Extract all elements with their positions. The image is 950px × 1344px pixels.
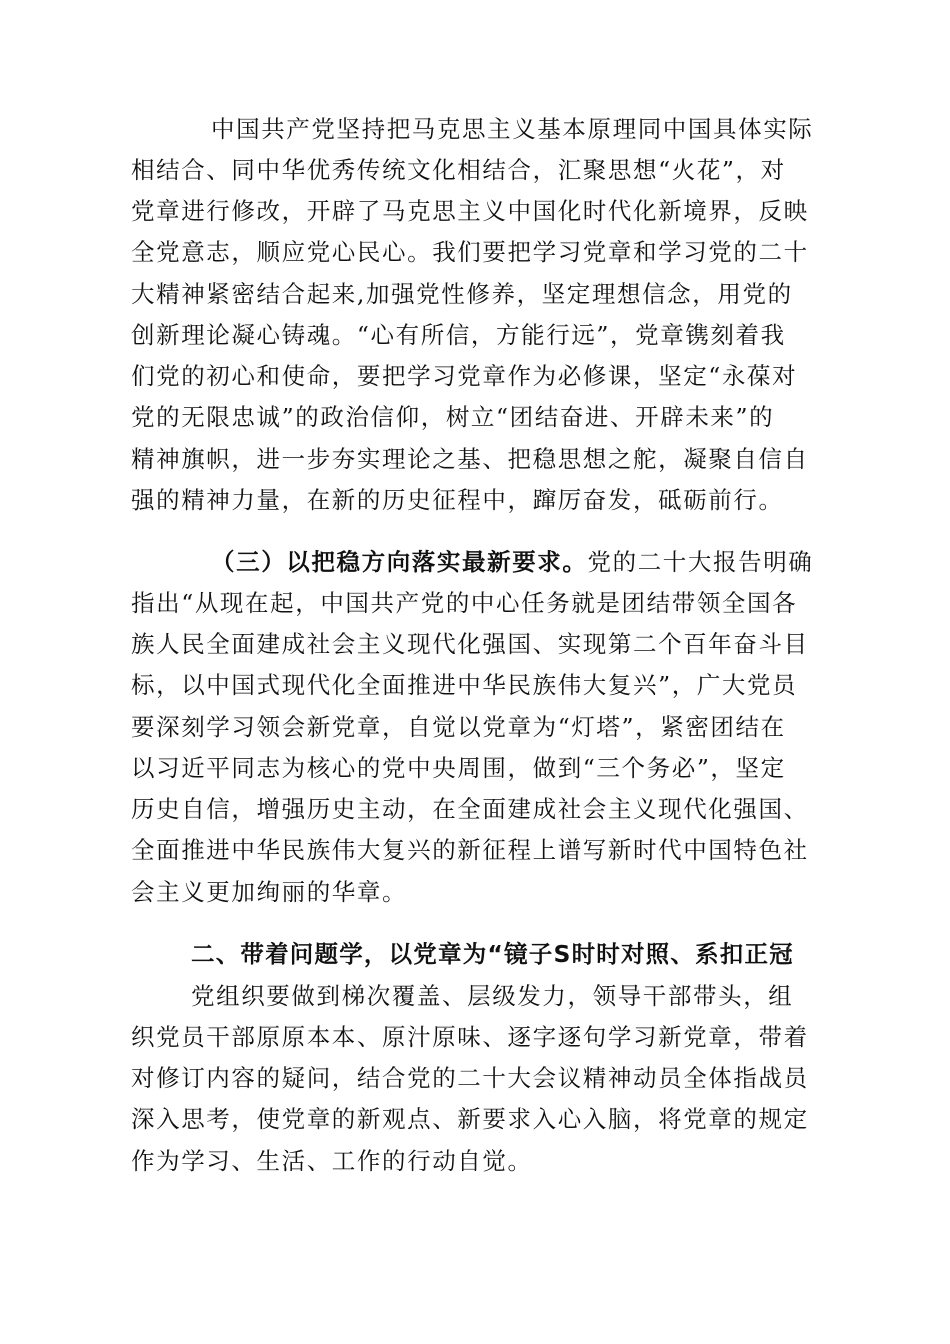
paragraph-1-line-7: 们党的初心和使命，要把学习党章作为必修课，坚定“永葆对 — [131, 362, 798, 390]
paragraph-1-line-1: 中国共产党坚持把马克思主义基本原理同中国具体实际 — [211, 115, 814, 143]
paragraph-2-line-5: 要深刻学习领会新党章，自觉以党章为“灯塔”，紧密团结在 — [131, 713, 786, 741]
paragraph-3-line-3: 对修订内容的疑问，结合党的二十大会议精神动员全体指战员 — [131, 1064, 809, 1092]
paragraph-1-line-5: 大精神紧密结合起来,加强党性修养，坚定理想信念，用党的 — [131, 280, 793, 308]
paragraph-1-line-9: 精神旗帜，进一步夯实理论之基、把稳思想之舵，凝聚自信自 — [131, 445, 809, 473]
paragraph-2-line-4: 标，以中国式现代化全面推进中华民族伟大复兴”，广大党员 — [131, 671, 798, 699]
paragraph-2-bold-lead: （三）以把稳方向落实最新要求。 — [211, 548, 588, 576]
document-body — [131, 0, 823, 1344]
paragraph-1-line-3: 党章进行修改，开辟了马克思主义中国化时代化新境界，反映 — [131, 197, 809, 225]
paragraph-3-line-1: 党组织要做到梯次覆盖、层级发力，领导干部带头，组 — [191, 982, 794, 1010]
paragraph-1-line-8: 党的无限忠诚”的政治信仰，树立“团结奋进、开辟未来”的 — [131, 403, 775, 431]
paragraph-1-line-4: 全党意志，顺应党心民心。我们要把学习党章和学习党的二十 — [131, 238, 809, 266]
paragraph-3-line-5: 作为学习、生活、工作的行动自觉。 — [131, 1147, 533, 1175]
paragraph-1-line-10: 强的精神力量，在新的历史征程中，蹿厉奋发，砥砺前行。 — [131, 486, 784, 514]
paragraph-2-line-1-rest: 党的二十大报告明确 — [587, 548, 814, 576]
paragraph-2-line-3: 族人民全面建成社会主义现代化强国、实现第二个百年奋斗目 — [131, 630, 809, 658]
paragraph-2-line-2: 指出“从现在起，中国共产党的中心任务就是团结带领全国各 — [131, 589, 798, 617]
paragraph-3-line-4: 深入思考，使党章的新观点、新要求入心入脑，将党章的规定 — [131, 1105, 809, 1133]
section-heading: 二、带着问题学，以党章为“镜子S时时对照、系扣正冠 — [191, 940, 794, 968]
paragraph-2-line-8: 全面推进中华民族伟大复兴的新征程上谱写新时代中国特色社 — [131, 836, 809, 864]
paragraph-1-line-6: 创新理论凝心铸魂。“心有所信，方能行远”，党章镌刻着我 — [131, 321, 786, 349]
paragraph-2-line-7: 历史自信，增强历史主动，在全面建成社会主义现代化强国、 — [131, 795, 809, 823]
paragraph-2-line-1 — [211, 546, 813, 578]
paragraph-2-line-6: 以习近平同志为核心的党中央周围，做到“三个务必”，坚定 — [131, 754, 786, 782]
paragraph-1-line-2: 相结合、同中华优秀传统文化相结合，汇聚思想“火花”，对 — [131, 156, 786, 184]
paragraph-3-line-2: 织党员干部原原本本、原汁原味、逐字逐句学习新党章，带着 — [131, 1023, 809, 1051]
paragraph-2-line-9: 会主义更加绚丽的华章。 — [131, 878, 408, 906]
